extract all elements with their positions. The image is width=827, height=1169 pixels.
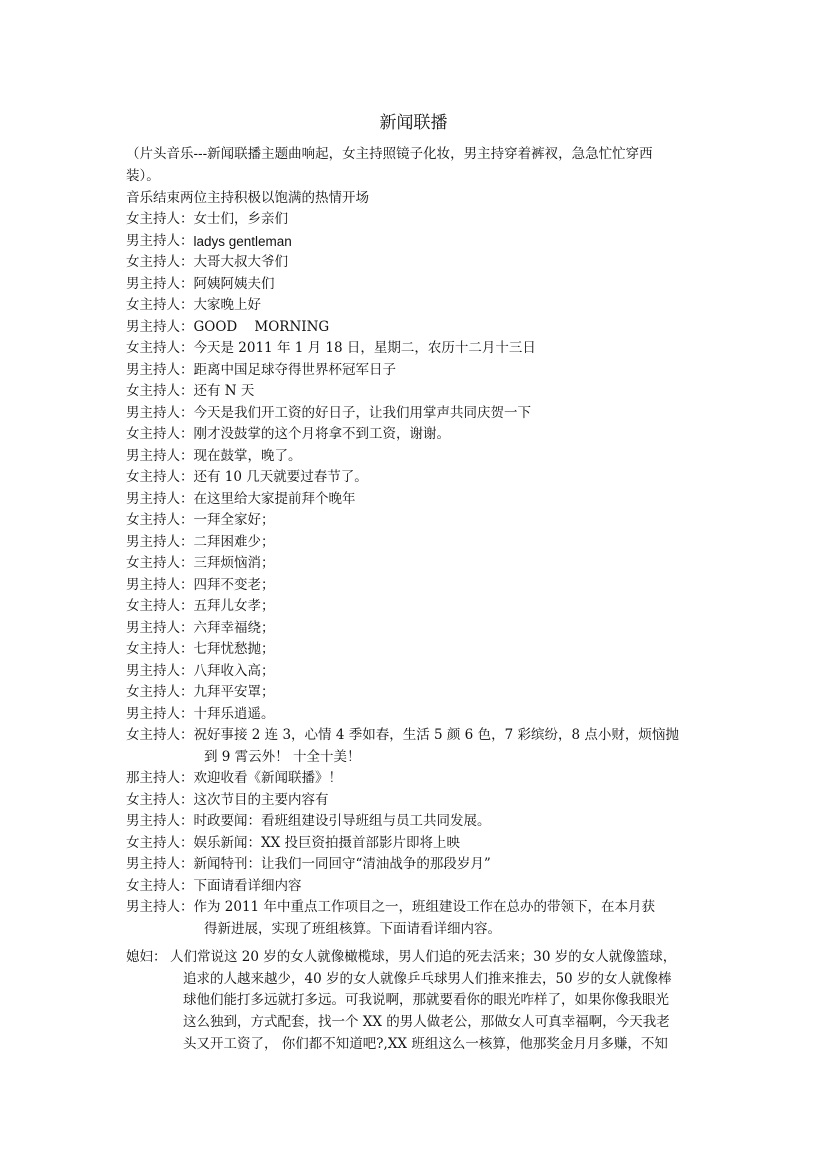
dialogue-text: 距离中国足球夺得世界杯冠军日子 (193, 361, 396, 378)
dialogue-text: 十拜乐逍遥。 (193, 705, 275, 722)
dialogue-text: 八拜收入高； (193, 662, 275, 679)
speaker-label: 女主持人： (126, 555, 194, 571)
dialogue-text: 时政要闻：看班组建设引导班组与员工共同发展。 (193, 813, 491, 829)
dialogue-line (126, 725, 711, 768)
speaker-label: 女主持人： (126, 383, 194, 399)
dialogue-line (126, 596, 711, 618)
dialogue-text: 在这里给大家提前拜个晚年 (193, 490, 356, 507)
speaker-label: 女主持人： (126, 598, 194, 614)
dialogue-line (126, 553, 711, 575)
speaker-label: 男主持人： (126, 576, 194, 593)
dialogue-text: 祝好事接 2 连 3，心情 4 季如春，生活 5 颜 6 色，7 彩缤纷，8 点小财，烦恼抛 (193, 727, 679, 743)
dialogue-text: ladys gentleman (193, 233, 292, 249)
dialogue-text: 四拜不变老； (193, 576, 275, 593)
speaker-label: 女主持人： (126, 877, 194, 894)
speaker-label: 男主持人： (126, 232, 194, 249)
dialogue-text: 刚才没鼓掌的这个月将拿不到工资，谢谢。 (193, 426, 450, 442)
speaker-label: 男主持人： (126, 662, 194, 679)
speaker-label: 男主持人： (126, 899, 194, 915)
dialogue-text: 还有 10 几天就要过春节了。 (193, 469, 368, 485)
dialogue-text: 还有 N 天 (193, 383, 255, 399)
dialogue-text: 这次节目的主要内容有 (193, 791, 329, 808)
dialogue-line (126, 704, 711, 726)
speaker-label: 男主持人： (126, 275, 194, 292)
dialogue-text-continued: 得新进展，实现了班组核算。下面请看详细内容。 (204, 920, 501, 937)
dialogue-line (126, 575, 711, 597)
speaker-label: 女主持人： (126, 512, 194, 528)
wife-line: 头又开工资了， 你们都不知道吧?,XX 班组这么一核算，他那奖金月月多赚，不知 (183, 1035, 668, 1052)
dialogue-text: 大家晚上好 (193, 297, 261, 313)
dialogue-text: 六拜幸福绕； (193, 619, 275, 636)
dialogue-line (126, 317, 711, 339)
dialogue-line (126, 381, 711, 403)
speaker-label: 男主持人： (126, 705, 194, 722)
speaker-label: 女主持人： (126, 469, 194, 485)
dialogue-text: 女士们，乡亲们 (193, 211, 288, 227)
dialogue-text: 欢迎收看《新闻联播》！ (193, 770, 342, 786)
dialogue-line (126, 403, 711, 425)
dialogue-text: 作为 2011 年中重点工作项目之一，班组建设工作在总办的带领下，在本月获 (193, 899, 655, 915)
dialogue-list (126, 209, 711, 940)
dialogue-line (126, 360, 711, 382)
dialogue-line (126, 661, 711, 683)
speaker-label: 女主持人： (126, 641, 194, 657)
speaker-label: 女主持人： (126, 211, 194, 227)
wife-text (170, 947, 710, 1056)
dialogue-text: 阿姨阿姨夫们 (193, 275, 275, 292)
speaker-label: 女主持人： (126, 791, 194, 808)
dialogue-text: 现在鼓掌，晚了。 (193, 447, 302, 464)
dialogue-text: 大哥大叔大爷们 (193, 254, 288, 270)
dialogue-line (126, 618, 711, 640)
dialogue-line (126, 231, 711, 253)
speaker-label: 男主持人： (126, 533, 194, 550)
document-title: 新闻联播 (379, 113, 448, 133)
dialogue-text: 三拜烦恼消； (193, 555, 275, 571)
speaker-label: 女主持人： (126, 426, 194, 442)
speaker-label: 女主持人： (126, 297, 194, 313)
speaker-label: 男主持人： (126, 619, 194, 636)
dialogue-line (126, 682, 711, 704)
dialogue-line (126, 295, 711, 317)
dialogue-text: 一拜全家好； (193, 512, 275, 528)
speaker-label: 女主持人： (126, 684, 194, 700)
intro-line: （片头音乐---新闻联播主题曲响起，女主持照镜子化妆，男主持穿着裤衩，急急忙忙穿西 (126, 146, 653, 162)
wife-line: 人们常说这 20 岁的女人就像橄榄球，男人们追的死去活来；30 岁的女人就像篮球， (170, 949, 677, 965)
dialogue-text: 娱乐新闻：XX 投巨资拍摄首部影片即将上映 (193, 834, 461, 851)
dialogue-text: 新闻特刊：让我们一同回守“清油战争的那段岁月” (193, 856, 491, 872)
dialogue-line (126, 467, 711, 489)
dialogue-line (126, 446, 711, 468)
dialogue-text-continued: 到 9 霄云外！ 十全十美！ (204, 748, 361, 765)
dialogue-line (126, 790, 711, 812)
intro-line: 音乐结束两位主持积极以饱满的热情开场 (126, 190, 369, 206)
dialogue-line (126, 833, 711, 855)
dialogue-line (126, 811, 711, 833)
wife-line: 球他们能打多远就打多远。可我说啊，那就要看你的眼光咋样了，如果你像我眼光 (183, 992, 669, 1009)
speaker-label: 男主持人： (126, 404, 194, 421)
dialogue-text: 五拜儿女孝； (193, 598, 275, 614)
dialogue-line (126, 639, 711, 661)
dialogue-line (126, 252, 711, 274)
dialogue-line (126, 768, 711, 790)
dialogue-text: 今天是 2011 年 1 月 18 日，星期二，农历十二月十三日 (193, 340, 536, 356)
speaker-label: 女主持人： (126, 834, 194, 851)
dialogue-text: 今天是我们开工资的好日子，让我们用掌声共同庆贺一下 (193, 404, 531, 421)
dialogue-line (126, 338, 711, 360)
dialogue-line (126, 424, 711, 446)
dialogue-text: 下面请看详细内容 (193, 877, 302, 894)
speaker-label: 男主持人： (126, 318, 194, 335)
speaker-label: 男主持人： (126, 490, 194, 507)
dialogue-line (126, 510, 711, 532)
dialogue-line (126, 876, 711, 898)
intro-paragraph (126, 143, 706, 209)
dialogue-line (126, 489, 711, 511)
dialogue-text: GOOD MORNING (193, 318, 330, 335)
dialogue-text: 七拜忧愁抛； (193, 641, 275, 657)
dialogue-line (126, 532, 711, 554)
dialogue-line (126, 209, 711, 231)
speaker-label: 男主持人： (126, 856, 194, 872)
speaker-label: 男主持人： (126, 813, 194, 829)
dialogue-text: 二拜困难少； (193, 533, 275, 550)
speaker-label: 女主持人： (126, 727, 194, 743)
dialogue-line (126, 854, 711, 876)
speaker-label: 男主持人： (126, 447, 194, 464)
speaker-label: 那主持人： (126, 770, 194, 786)
speaker-label: 女主持人： (126, 340, 194, 356)
wife-line: 这么独到，方式配套，找一个 XX 的男人做老公，那做女人可真幸福啊，今天我老 (183, 1014, 670, 1031)
speaker-label: 媳妇： (126, 949, 167, 965)
speaker-label: 男主持人： (126, 361, 194, 378)
speaker-label: 女主持人： (126, 254, 194, 270)
dialogue-text: 九拜平安罩； (193, 684, 275, 700)
dialogue-line (126, 274, 711, 296)
dialogue-line (126, 897, 711, 940)
intro-line: 装）。 (126, 168, 160, 184)
wife-line: 追求的人越来越少，40 岁的女人就像乒乓球男人们推来推去，50 岁的女人就像棒 (183, 970, 672, 987)
